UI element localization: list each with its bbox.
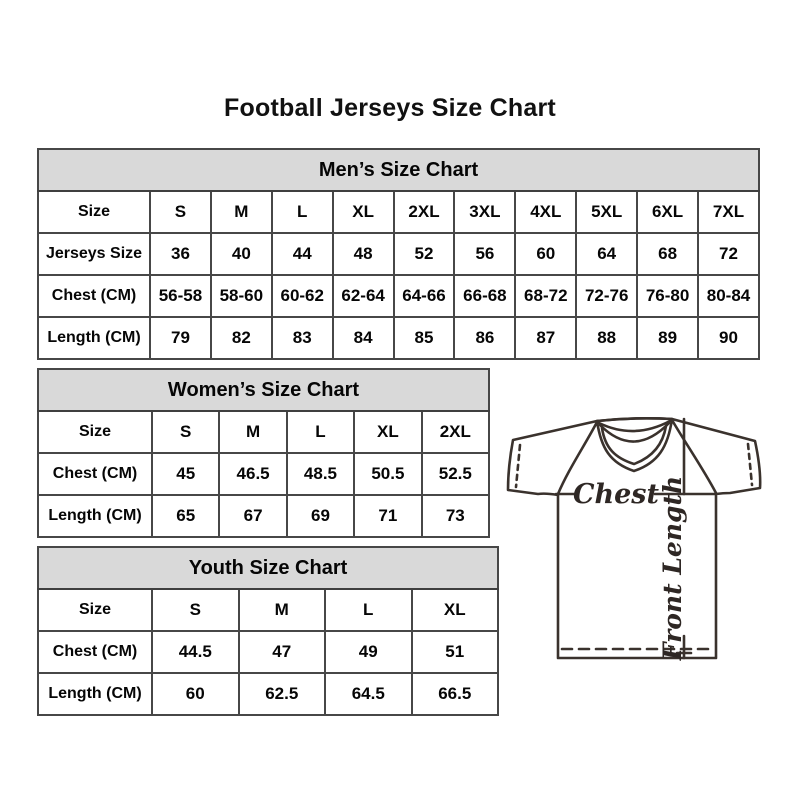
jersey-body-outline (508, 418, 760, 658)
chest-label: Chest (573, 479, 659, 510)
cell-value: 45 (152, 453, 219, 495)
cell-value: 3XL (454, 191, 515, 233)
cell-value: 44 (272, 233, 333, 275)
cell-value: L (287, 411, 354, 453)
youth-table-grid (37, 546, 499, 716)
table-row (38, 453, 489, 495)
cell-value: 68-72 (515, 275, 576, 317)
front-length-label: Front Length (658, 475, 687, 661)
cell-value: 72-76 (576, 275, 637, 317)
cell-value: 87 (515, 317, 576, 359)
cell-value: 82 (211, 317, 272, 359)
cell-value: 88 (576, 317, 637, 359)
row-label: Length (CM) (38, 673, 152, 715)
cell-value: 67 (219, 495, 286, 537)
cell-value: 71 (354, 495, 421, 537)
cell-value: 84 (333, 317, 394, 359)
table-row (38, 317, 759, 359)
cell-value: 80-84 (698, 275, 759, 317)
cell-value: 36 (150, 233, 211, 275)
table-row (38, 495, 489, 537)
mens-size-table (37, 148, 760, 360)
cell-value: L (325, 589, 412, 631)
row-label: Size (38, 191, 150, 233)
womens-table-title: Women’s Size Chart (38, 369, 489, 411)
cell-value: 51 (412, 631, 499, 673)
cell-value: 56 (454, 233, 515, 275)
table-row (38, 233, 759, 275)
cell-value: 46.5 (219, 453, 286, 495)
table-row (38, 631, 498, 673)
cell-value: 60 (515, 233, 576, 275)
cell-value: 48.5 (287, 453, 354, 495)
youth-table-title: Youth Size Chart (38, 547, 498, 589)
cell-value: 6XL (637, 191, 698, 233)
womens-table-grid (37, 368, 490, 538)
cell-value: 64.5 (325, 673, 412, 715)
cell-value: 44.5 (152, 631, 239, 673)
cell-value: 50.5 (354, 453, 421, 495)
cell-value: XL (354, 411, 421, 453)
table-row (38, 411, 489, 453)
cell-value: 68 (637, 233, 698, 275)
mens-table-title: Men’s Size Chart (38, 149, 759, 191)
cell-value: 4XL (515, 191, 576, 233)
cell-value: 86 (454, 317, 515, 359)
row-label: Jerseys Size (38, 233, 150, 275)
cell-value: 62.5 (239, 673, 326, 715)
row-label: Chest (CM) (38, 453, 152, 495)
cell-value: 65 (152, 495, 219, 537)
cell-value: M (219, 411, 286, 453)
table-row (38, 589, 498, 631)
cell-value: 40 (211, 233, 272, 275)
row-label: Length (CM) (38, 317, 150, 359)
cell-value: 79 (150, 317, 211, 359)
jersey-illustration (498, 406, 790, 698)
cell-value: 47 (239, 631, 326, 673)
cell-value: 52 (394, 233, 455, 275)
cell-value: 85 (394, 317, 455, 359)
cell-value: 83 (272, 317, 333, 359)
cell-value: 7XL (698, 191, 759, 233)
cell-value: 48 (333, 233, 394, 275)
row-label: Size (38, 411, 152, 453)
cell-value: 64-66 (394, 275, 455, 317)
row-label: Length (CM) (38, 495, 152, 537)
row-label: Chest (CM) (38, 275, 150, 317)
cell-value: 49 (325, 631, 412, 673)
cell-value: 73 (422, 495, 489, 537)
cell-value: M (239, 589, 326, 631)
cell-value: 58-60 (211, 275, 272, 317)
womens-size-table (37, 368, 490, 538)
cell-value: 90 (698, 317, 759, 359)
cell-value: M (211, 191, 272, 233)
cell-value: 62-64 (333, 275, 394, 317)
page-title: Football Jerseys Size Chart (224, 94, 556, 122)
youth-size-table (37, 546, 499, 716)
row-label: Size (38, 589, 152, 631)
cell-value: S (150, 191, 211, 233)
cell-value: XL (412, 589, 499, 631)
cell-value: S (152, 589, 239, 631)
table-row (38, 191, 759, 233)
cell-value: 76-80 (637, 275, 698, 317)
cell-value: 66-68 (454, 275, 515, 317)
mens-table-grid (37, 148, 760, 360)
cell-value: 69 (287, 495, 354, 537)
cell-value: 60-62 (272, 275, 333, 317)
cell-value: L (272, 191, 333, 233)
cell-value: XL (333, 191, 394, 233)
cell-value: 2XL (422, 411, 489, 453)
cell-value: 89 (637, 317, 698, 359)
cell-value: 56-58 (150, 275, 211, 317)
table-row (38, 275, 759, 317)
cell-value: 60 (152, 673, 239, 715)
cell-value: S (152, 411, 219, 453)
cell-value: 66.5 (412, 673, 499, 715)
cell-value: 52.5 (422, 453, 489, 495)
row-label: Chest (CM) (38, 631, 152, 673)
table-row (38, 673, 498, 715)
cell-value: 64 (576, 233, 637, 275)
cell-value: 2XL (394, 191, 455, 233)
jersey-measurement-diagram (498, 406, 790, 698)
cell-value: 5XL (576, 191, 637, 233)
cell-value: 72 (698, 233, 759, 275)
